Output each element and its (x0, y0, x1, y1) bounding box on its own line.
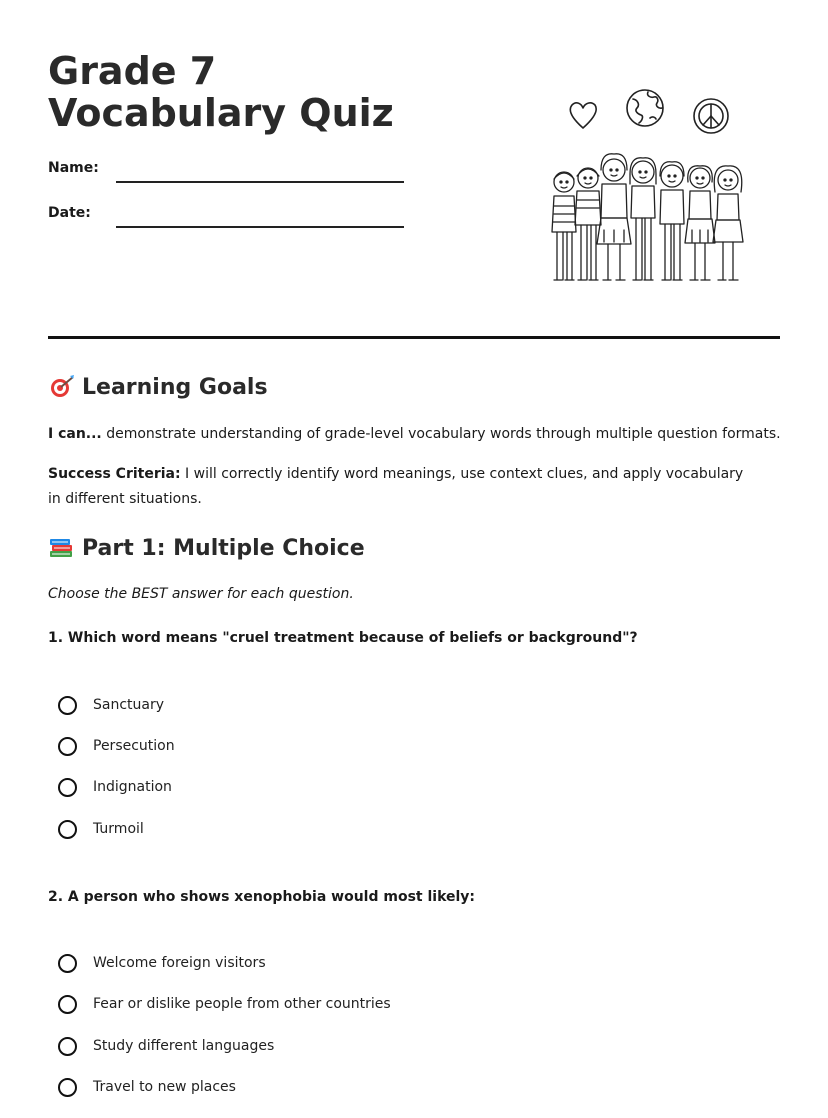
radio-button[interactable] (58, 954, 77, 973)
option-label: Indignation (93, 779, 172, 795)
q1-option-b[interactable] (58, 734, 175, 758)
option-label: Travel to new places (93, 1079, 236, 1095)
radio-button[interactable] (58, 995, 77, 1014)
name-label: Name: (48, 160, 99, 176)
q2-option-c[interactable] (58, 1034, 274, 1058)
kids-group (552, 154, 743, 280)
children-illustration (540, 84, 760, 294)
page-title: Grade 7 Vocabulary Quiz (48, 49, 394, 135)
radio-button[interactable] (58, 1037, 77, 1056)
books-icon (48, 535, 76, 559)
part1-heading (48, 535, 365, 561)
radio-button[interactable] (58, 820, 77, 839)
q1-option-d[interactable] (58, 817, 144, 841)
success-criteria (48, 462, 748, 512)
q1-option-c[interactable] (58, 775, 172, 799)
success-criteria-label: Success Criteria: (48, 466, 181, 482)
q2-option-b[interactable] (58, 992, 391, 1016)
part1-instructions: Choose the BEST answer for each question. (48, 586, 354, 602)
radio-button[interactable] (58, 778, 77, 797)
q2-option-d[interactable] (58, 1075, 236, 1099)
section-divider (48, 336, 780, 339)
globe-icon (627, 90, 663, 126)
date-label: Date: (48, 205, 91, 221)
target-icon (48, 374, 76, 398)
part1-title: Part 1: Multiple Choice (82, 536, 365, 561)
heart-icon (570, 103, 596, 128)
q1-option-a[interactable] (58, 693, 164, 717)
success-criteria-text: I will correctly identify word meanings, use context clues, and apply vocabulary in different situations. (48, 466, 744, 507)
q2-option-a[interactable] (58, 951, 266, 975)
radio-button[interactable] (58, 696, 77, 715)
option-label: Sanctuary (93, 697, 165, 713)
radio-button[interactable] (58, 737, 77, 756)
option-label: Persecution (93, 738, 175, 754)
question-2: 2. A person who shows xenophobia would most likely: (48, 889, 476, 905)
peace-icon (694, 99, 728, 133)
option-label: Study different languages (93, 1038, 275, 1054)
radio-button[interactable] (58, 1078, 77, 1097)
i-can-text: demonstrate understanding of grade-level vocabulary words through multiple question formats. (101, 426, 781, 442)
option-label: Fear or dislike people from other countries (93, 996, 391, 1012)
i-can-label: I can... (48, 426, 102, 442)
date-field[interactable] (116, 226, 404, 228)
question-1: 1. Which word means "cruel treatment because of beliefs or background"? (48, 630, 638, 646)
option-label: Welcome foreign visitors (93, 955, 266, 971)
name-field[interactable] (116, 181, 404, 183)
learning-goals-heading (48, 374, 268, 400)
i-can-statement (48, 422, 788, 447)
learning-goals-title: Learning Goals (82, 375, 268, 400)
option-label: Turmoil (93, 821, 144, 837)
